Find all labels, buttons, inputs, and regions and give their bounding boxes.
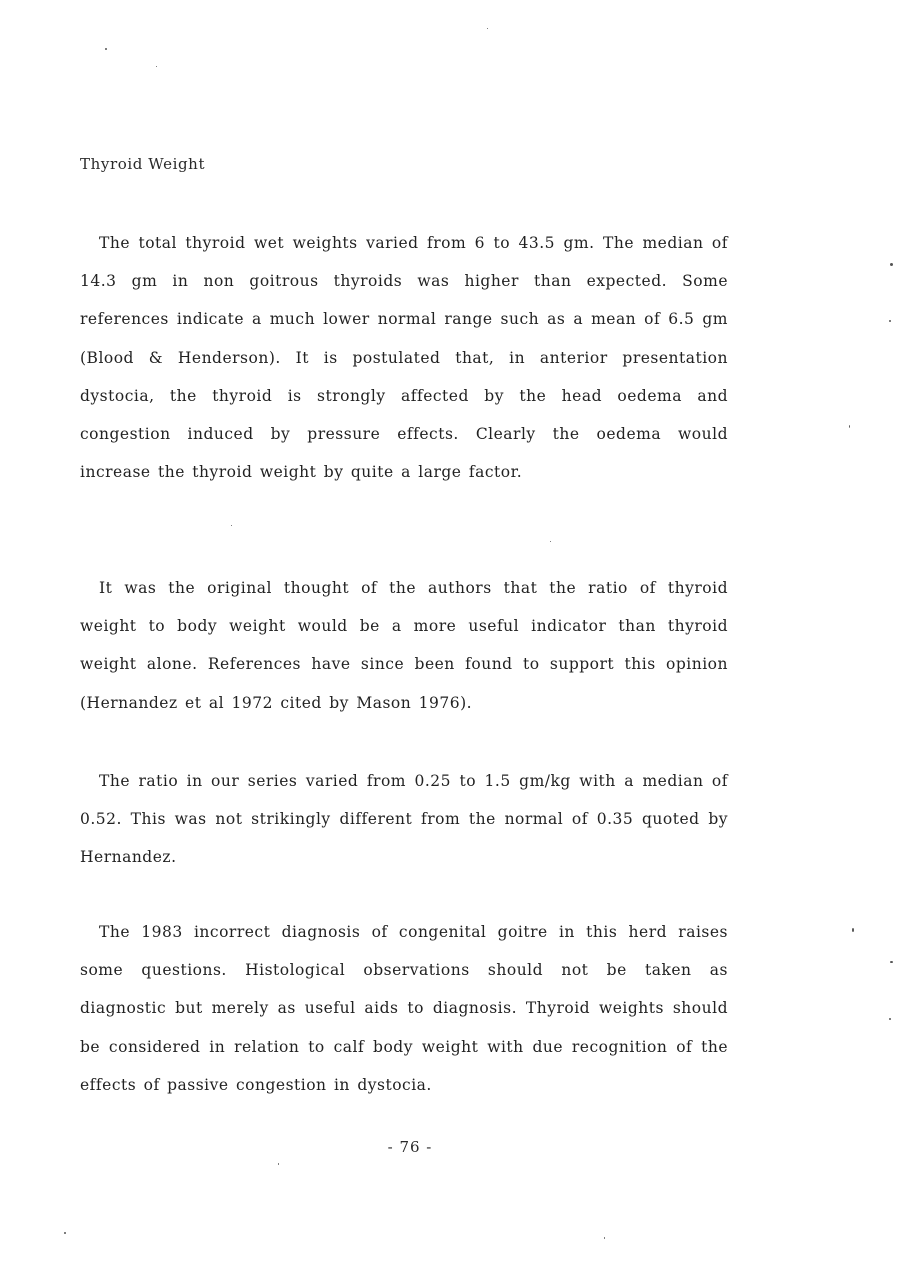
scan-speck (889, 320, 891, 322)
scan-speck (852, 928, 854, 932)
scan-speck (487, 28, 488, 29)
scan-speck (231, 525, 232, 526)
page-number: - 76 - (387, 1138, 433, 1156)
scan-speck (890, 961, 893, 963)
paragraph-diagnosis: The 1983 incorrect diagnosis of congenital goitre in this herd raises some questions. Histological observations should not be taken as diagnostic but merely as useful aids to diagnosis. Thyroid weights should be considered in relation to calf body weight with due recognition of the effects of passive congestion in dystocia. (80, 923, 728, 1094)
scan-speck (550, 541, 551, 542)
scan-speck (604, 1237, 605, 1239)
scan-speck (64, 1232, 66, 1234)
paragraph-weight-ratio: It was the original thought of the authors that the ratio of thyroid weight to body weight would be a more useful indicator than thyroid weight alone. References have since been found to support this opinion (Hernandez et al 1972 cited by Mason 1976). (80, 579, 728, 712)
paragraph-thyroid-weights: The total thyroid wet weights varied from 6 to 43.5 gm. The median of 14.3 gm in non goitrous thyroids was higher than expected. Some references indicate a much lower normal range such as a mean of 6.5 gm (Blood & Henderson). It is postulated that, in anterior presentation dystocia, the thyroid is strongly affected by the head oedema and congestion induced by pressure effects. Clearly the oedema would increase the thyroid weight by quite a large factor. (80, 234, 728, 482)
section-heading: Thyroid Weight (80, 155, 206, 173)
scan-speck (889, 1018, 891, 1020)
scan-speck (105, 48, 107, 50)
scan-speck (156, 66, 157, 67)
paragraph-ratio-series: The ratio in our series varied from 0.25 to 1.5 gm/kg with a median of 0.52. This was not strikingly different from the normal of 0.35 quoted by Hernandez. (80, 772, 728, 867)
scan-speck (890, 263, 893, 266)
scan-speck (278, 1163, 279, 1165)
scan-speck (849, 425, 850, 428)
